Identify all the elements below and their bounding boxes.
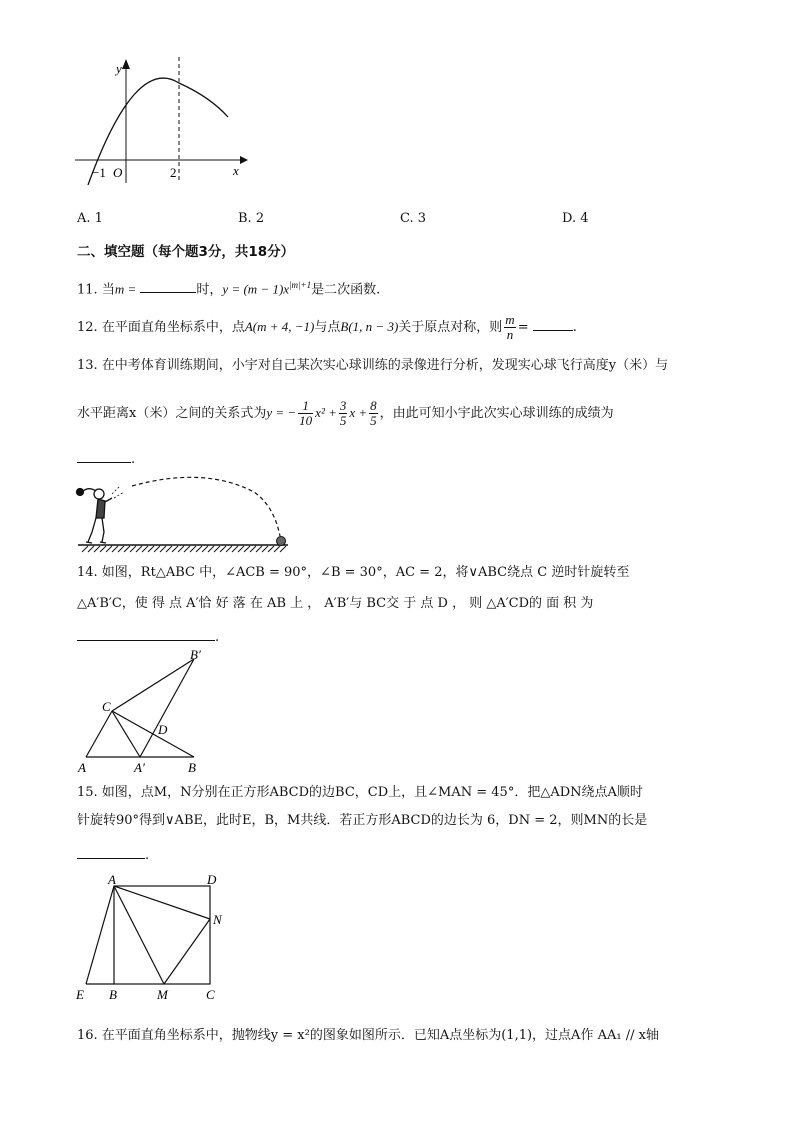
q13-f3-num: 8 [370, 398, 377, 413]
q15-square-figure [72, 872, 232, 1006]
x-axis-arrow [240, 156, 248, 164]
ball-trajectory [132, 477, 280, 536]
q12-number: 12. [77, 320, 98, 335]
q12-eq: = [517, 320, 529, 335]
label-A: A [78, 760, 86, 775]
label-D: D [158, 722, 168, 737]
q11-pre: 当 [101, 282, 115, 298]
q13-end: . [131, 452, 136, 467]
label-E: E [76, 987, 84, 1002]
label-A: A [108, 872, 116, 887]
q14-line1: 14. 如图，Rt△ABC 中，∠ACB = 90°，∠B = 30°，AC = 2，将∨ABC绕点 C 逆时针旋转至 [77, 565, 630, 580]
neg-one-label: −1 [92, 165, 106, 180]
q13-line2 [77, 396, 614, 431]
label-C: C [206, 987, 215, 1002]
segment-CAp [112, 711, 140, 757]
q14-end: . [215, 630, 220, 645]
segment-CBp [112, 659, 194, 711]
q13-answer-blank[interactable] [77, 448, 131, 463]
q15-line1: 15. 如图，点M，N分别在正方形ABCD的边BC，CD上，且∠MAN = 45°．把△ADN绕点A顺时 [77, 785, 643, 800]
label-Ap: A′ [134, 760, 145, 775]
label-B: B [188, 760, 196, 775]
q13-f1-den: 10 [299, 413, 313, 428]
ground-hatch [82, 546, 286, 552]
q13-line2-pre: 水平距离x（米）之间的关系式为 [77, 406, 267, 421]
label-B: B [109, 987, 117, 1002]
origin-label: O [113, 165, 123, 180]
q11-exponent: |m|+1 [289, 280, 312, 290]
label-M: M [157, 987, 168, 1002]
q12-end: . [572, 320, 577, 335]
label-D: D [207, 872, 217, 887]
q14-line2: △A′B′C，使 得 点 A′恰 好 落 在 AB 上 ， A′B′与 BC交 于 点 D ， 则 △A′CD的 面 积 为 [77, 596, 594, 611]
q12-frac-num: m [505, 312, 515, 327]
q15-end: . [145, 848, 150, 863]
section-heading: 二、填空题（每个题3分，共18分） [77, 244, 295, 260]
question-12 [77, 312, 577, 343]
q13-x2: x² + [315, 405, 337, 420]
q13-formula-lead: y = − [266, 405, 297, 420]
q13-line2-post: ，由此可知小宇此次实心球训练的成绩为 [379, 406, 614, 421]
y-axis-arrow [122, 59, 130, 69]
option-d: D. 4 [562, 211, 589, 226]
q13-f2-num: 3 [339, 398, 347, 413]
q12-mid: 与点 [314, 320, 341, 335]
label-C: C [102, 699, 111, 714]
q11-post: 是二次函数. [311, 282, 381, 298]
square-ABCD [114, 886, 210, 984]
motion-lines [112, 486, 124, 498]
q12-mid2: 关于原点对称，则 [398, 320, 503, 335]
two-label: 2 [170, 165, 177, 180]
q13-f3-den: 5 [370, 413, 377, 428]
segment-AE [86, 886, 114, 984]
q13-frac-1 [298, 399, 313, 428]
x-axis-label: x [233, 163, 239, 178]
q11-m-eq: m = [114, 281, 137, 297]
q15-line3 [77, 844, 149, 865]
q12-fraction [504, 313, 515, 342]
q14-answer-blank[interactable] [77, 626, 215, 641]
q13-line3 [77, 448, 135, 469]
option-a: A. 1 [77, 211, 103, 226]
q13-f2-den: 5 [339, 413, 347, 428]
parabola-curve [88, 78, 228, 185]
option-c: C. 3 [400, 211, 427, 226]
ball [277, 537, 286, 546]
q13-xplus: x + [349, 405, 368, 420]
q12-answer-blank[interactable] [533, 316, 573, 331]
q15-line2: 针旋转90°得到∨ABE，此时E，B，M共线．若正方形ABCD的边长为 6，DN = 2，则MN的长是 [77, 813, 648, 828]
segment-MN [164, 919, 210, 984]
q11-number: 11. [77, 282, 98, 298]
label-N: N [213, 912, 222, 927]
q13-f1-num: 1 [298, 399, 313, 414]
q11-answer-blank[interactable] [140, 278, 196, 293]
q12-point-b: B(1, n − 3) [340, 319, 399, 334]
y-axis-label: y [116, 61, 122, 76]
q11-mid: 时， [196, 282, 223, 298]
thrower-figure [77, 489, 113, 544]
q12-pre: 在平面直角坐标系中，点 [101, 320, 245, 335]
q13-line1: 13. 在中考体育训练期间，小宇对自己某次实心球训练的录像进行分析，发现实心球飞行高度y（米）与 [77, 358, 669, 373]
parabola-graph [70, 55, 260, 185]
q12-point-a: A(m + 4, −1) [244, 319, 315, 334]
q16-line1: 16. 在平面直角坐标系中，抛物线y = x²的图象如图所示．已知A点坐标为(1,1)，过点A作 AA₁ // x轴 [77, 1028, 659, 1043]
q14-triangle-figure [72, 645, 222, 777]
question-11 [77, 276, 380, 299]
q13-frac-2 [339, 399, 348, 428]
label-Bp: B′ [190, 647, 201, 662]
q12-frac-den: n [506, 327, 514, 342]
q14-line3 [77, 626, 219, 647]
q15-answer-blank[interactable] [77, 844, 145, 859]
q13-frac-3 [369, 399, 378, 428]
segment-AC [86, 711, 112, 757]
shot-put-illustration [74, 472, 294, 554]
q11-formula: y = (m − 1)x [222, 281, 290, 297]
option-b: B. 2 [238, 211, 265, 226]
